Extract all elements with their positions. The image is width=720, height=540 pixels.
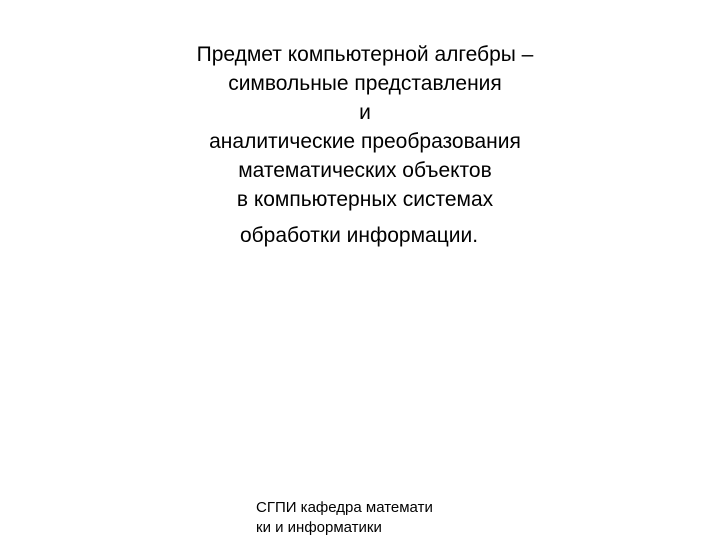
slide-body-text xyxy=(150,40,580,250)
text-line: математических объектов xyxy=(238,159,492,182)
text-line: Предмет компьютерной алгебры – xyxy=(196,43,534,66)
text-line: в компьютерных системах xyxy=(236,188,494,211)
footer-line: СГПИ кафедра математи xyxy=(256,499,433,516)
slide-footer xyxy=(256,498,496,538)
text-line: обработки информации. xyxy=(239,224,479,247)
text-line: и xyxy=(359,101,371,124)
text-line: символьные представления xyxy=(228,72,502,95)
footer-line: ки и информатики xyxy=(256,519,382,536)
text-line: аналитические преобразования xyxy=(209,130,521,153)
